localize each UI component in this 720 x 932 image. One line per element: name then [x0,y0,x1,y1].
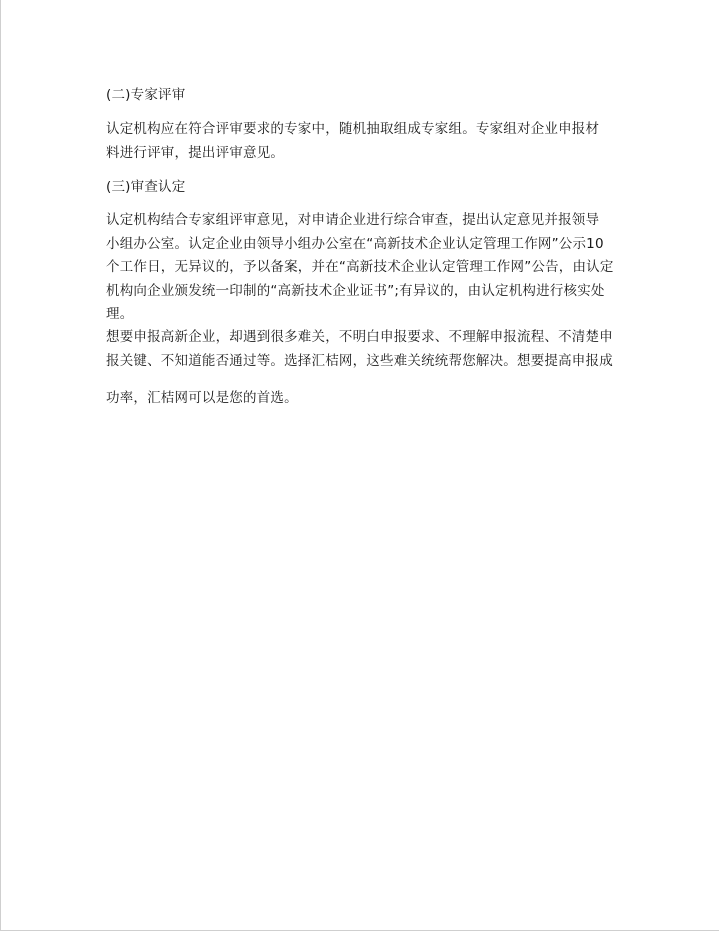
heading-text: (三)审查认定 [106,179,186,195]
paragraph-line: 小组办公室。认定企业由领导小组办公室在“高新技术企业认定管理工作网”公示10 [106,235,604,252]
section-heading-expert-review [106,84,626,108]
paragraph-review-certification [106,209,626,327]
paragraph-line: 认定机构应在符合评审要求的专家中，随机抽取组成专家组。专家组对企业申报材 [106,121,600,137]
paragraph-line: 报关键、不知道能否通过等。选择汇桔网，这些难关统统帮您解决。想要提高申报成 [106,352,613,369]
paragraph-promo-last-line [106,387,626,411]
paragraph-line: 想要申报高新企业，却遇到很多难关，不明白申报要求、不理解申报流程、不清楚申 [106,329,613,345]
heading-text: (二)专家评审 [106,87,186,103]
paragraph-line: 机构向企业颁发统一印制的“高新技术企业证书”;有异议的，由认定机构进行核实处 [106,282,605,299]
paragraph-line: 理。 [106,306,134,322]
paragraph-promo [106,326,626,373]
paragraph-expert-review [106,118,626,165]
paragraph-line: 功率，汇桔网可以是您的首选。 [106,390,298,406]
section-heading-review-certification [106,176,626,200]
paragraph-line: 料进行评审，提出评审意见。 [106,144,285,161]
paragraph-line: 个工作日，无异议的，予以备案，并在“高新技术企业认定管理工作网”公告，由认定 [106,259,614,275]
paragraph-line: 认定机构结合专家组评审意见，对申请企业进行综合审查，提出认定意见并报领导 [106,212,600,228]
